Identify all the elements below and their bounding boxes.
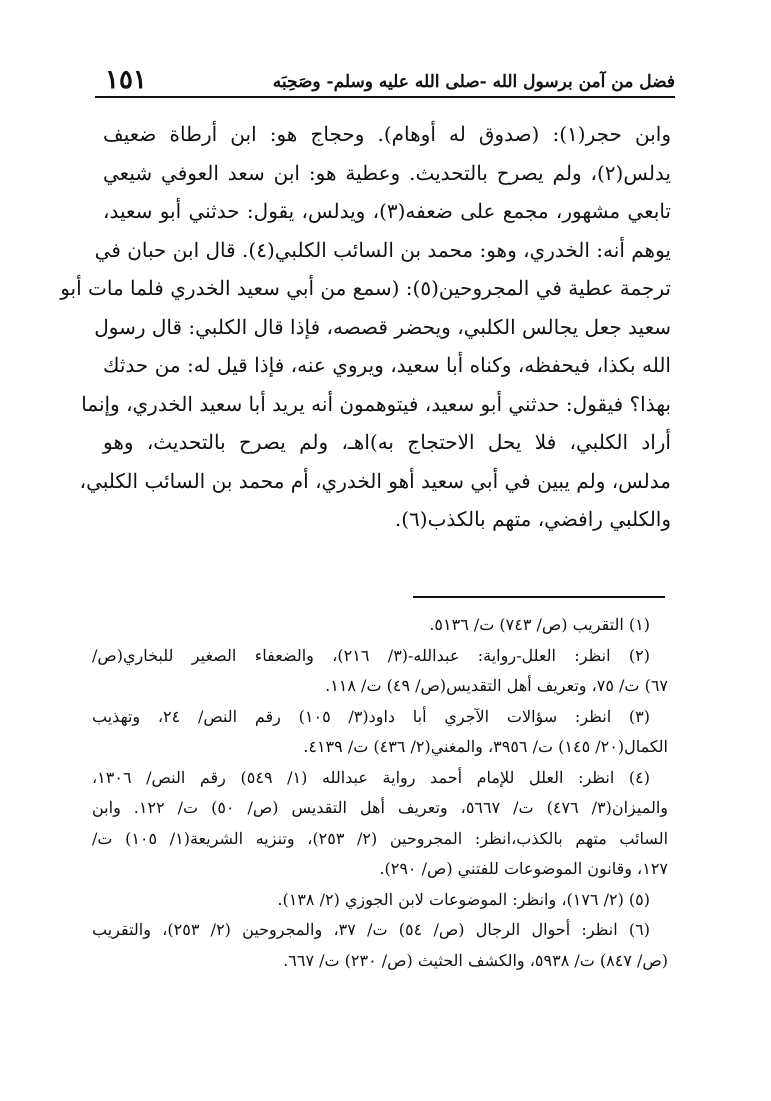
- body-line: أراد الكلبي، فلا يحل الاحتجاج به)اهـ، ولم يصرح بالتحديث، وهو: [103, 430, 671, 454]
- footnote-line: (٢) انظر: العلل-رواية: عبدالله-(٣/ ٢١٦)، والضعفاء الصغير للبخاري(ص/: [92, 645, 651, 665]
- body-line: الله بكذا، فيحفظه، وكناه أبا سعيد، ويروي عنه، فإذا قيل له: من حدثك: [103, 353, 671, 377]
- footnote-separator: [413, 596, 665, 598]
- body-line: والكلبي رافضي، متهم بالكذب(٦).: [394, 507, 671, 531]
- page-header: [95, 66, 675, 98]
- footnote-line: (١) التقريب (ص/ ٧٤٣) ت/ ٥١٣٦.: [429, 615, 650, 634]
- footnote-line: والميزان(٣/ ٤٧٦) ت/ ٥٦٦٧، وتعريف أهل التقديس (ص/ ٥٠) ت/ ١٢٢. وابن: [92, 798, 668, 817]
- footnote-line: (ص/ ٨٤٧) ت/ ٥٩٣٨، والكشف الحثيث (ص/ ٢٣٠) ت/ ٦٦٧.: [283, 950, 668, 970]
- footnote-line: (٥) (٢/ ١٧٦)، وانظر: الموضوعات لابن الجوزي (٢/ ١٣٨).: [277, 889, 650, 909]
- footnote-line: (٤) انظر: العلل للإمام أحمد رواية عبدالله (١/ ٥٤٩) رقم النص/ ١٣٠٦،: [92, 767, 650, 787]
- main-text: [60, 115, 671, 539]
- body-line: يوهم أنه: الخدري، وهو: محمد بن السائب الكلبي(٤). قال ابن حبان في: [94, 237, 671, 262]
- footnote-line: الكمال(٢٠/ ١٤٥) ت/ ٣٩٥٦، والمغني(٢/ ٤٣٦) ت/ ٤١٣٩.: [303, 737, 668, 756]
- footnote-line: (٦) انظر: أحوال الرجال (ص/ ٥٤) ت/ ٣٧، والمجروحين (٢/ ٢٥٣)، والتقريب: [92, 920, 651, 939]
- body-line: ترجمة عطية في المجروحين(٥): (سمع من أبي سعيد الخدري فلما مات أبو: [60, 276, 671, 300]
- footnote-line: (٣) انظر: سؤالات الآجري أبا داود(٣/ ١٠٥) رقم النص/ ٢٤، وتهذيب: [92, 706, 650, 726]
- running-title: فضل من آمن برسول الله -صلى الله عليه وسلم- وصَحِبَه: [272, 72, 675, 92]
- body-line: يدلس(٢)، ولم يصرح بالتحديث. وعطية هو: ابن سعد العوفي شيعي: [103, 160, 671, 185]
- footnotes: [92, 610, 668, 976]
- body-line: مدلس، ولم يبين في أبي سعيد أهو الخدري، أم محمد بن السائب الكلبي،: [79, 468, 671, 493]
- body-line: بهذا؟ فيقول: حدثني أبو سعيد، فيتوهمون أنه يريد أبا سعيد الخدري، وإنما: [81, 391, 671, 416]
- body-line: وابن حجر(١): (صدوق له أوهام). وحجاج هو: ابن أرطاة ضعيف: [103, 122, 671, 146]
- footnote-line: ٦٧) ت/ ٧٥، وتعريف أهل التقديس(ص/ ٤٩) ت/ ١١٨.: [325, 676, 668, 695]
- body-line: سعيد جعل يجالس الكلبي، ويحضر قصصه، فإذا قال الكلبي: قال رسول: [94, 314, 671, 339]
- body-line: تابعي مشهور، مجمع على ضعفه(٣)، ويدلس، يقول: حدثني أبو سعيد،: [103, 199, 671, 223]
- page-number: ١٥١: [105, 65, 147, 95]
- footnote-line: ١٢٧، وقانون الموضوعات للفتني (ص/ ٢٩٠).: [379, 859, 668, 878]
- footnote-line: السائب متهم بالكذب،انظر: المجروحين (٢/ ٢٥٣)، وتنزيه الشريعة(١/ ١٠٥) ت/: [92, 828, 669, 848]
